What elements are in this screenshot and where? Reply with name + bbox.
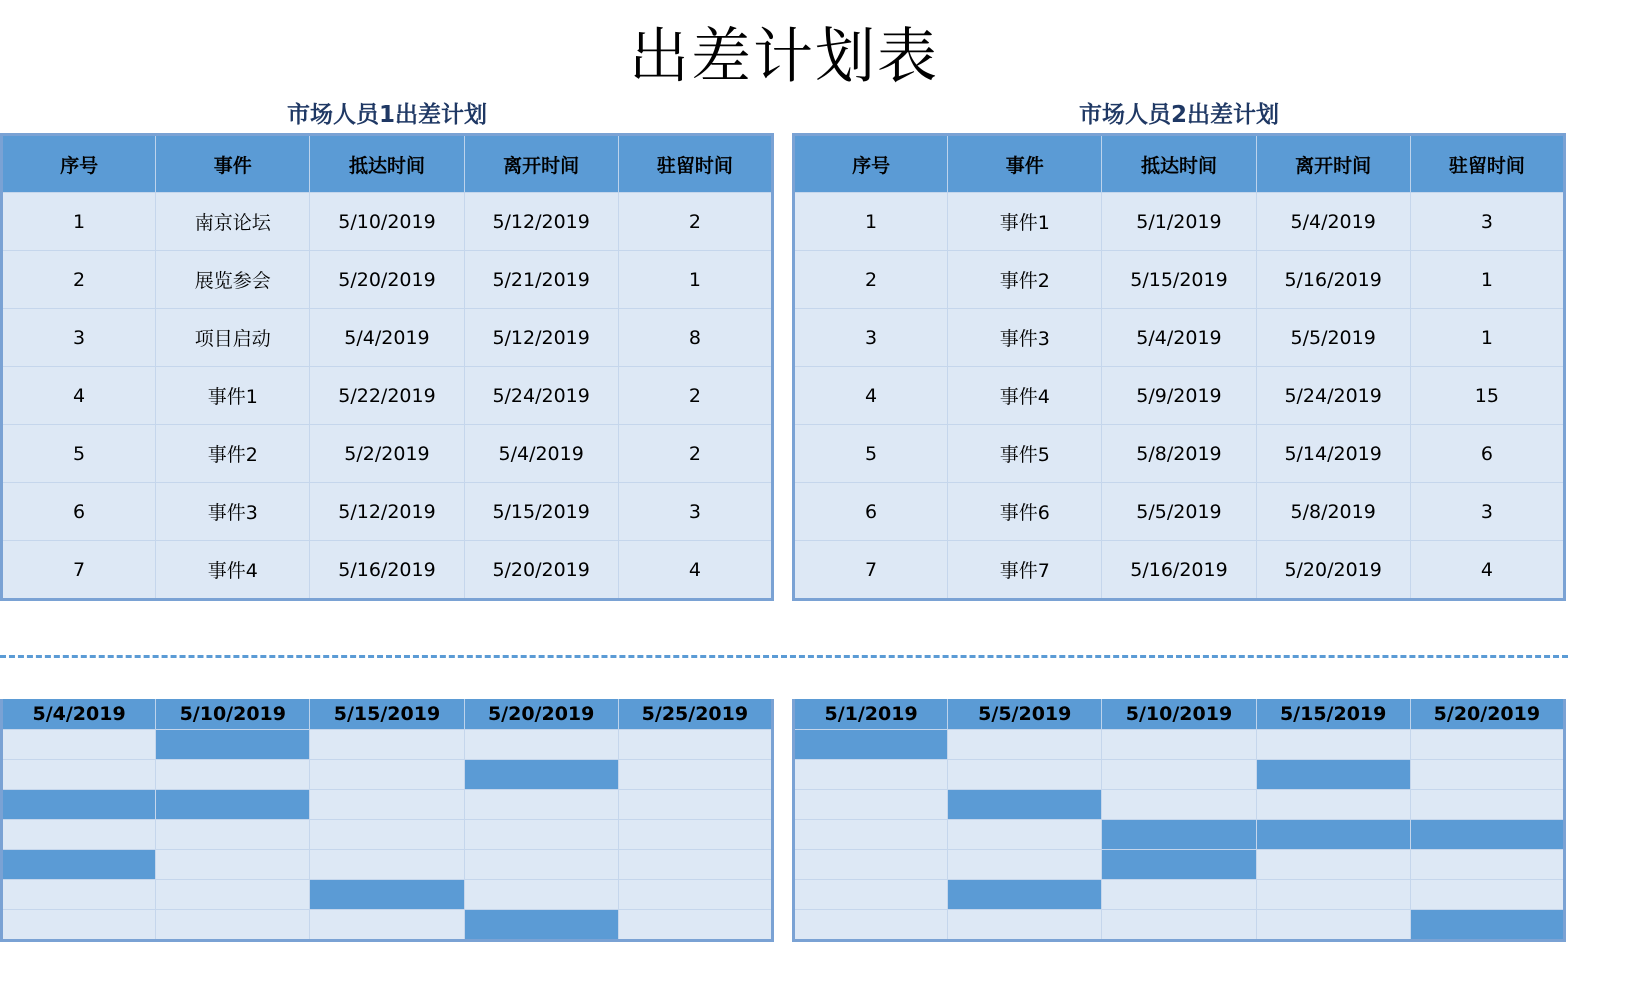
gantt-empty-cell[interactable] [464, 730, 618, 760]
table-cell[interactable]: 5/4/2019 [1102, 309, 1256, 367]
gantt-empty-cell[interactable] [618, 850, 772, 880]
gantt-empty-cell[interactable] [618, 880, 772, 910]
table-cell[interactable]: 6 [794, 483, 948, 541]
table-cell[interactable]: 5/9/2019 [1102, 367, 1256, 425]
table-cell[interactable]: 事件5 [948, 425, 1102, 483]
gantt-empty-cell[interactable] [794, 790, 948, 820]
table-row [2, 541, 773, 600]
dashed-divider [0, 655, 1568, 658]
table-cell[interactable]: 事件7 [948, 541, 1102, 600]
gantt-empty-cell[interactable] [310, 790, 464, 820]
gantt-row [794, 760, 1565, 790]
gantt-bar-cell[interactable] [1410, 910, 1564, 941]
table-row [794, 251, 1565, 309]
table-cell[interactable]: 5 [794, 425, 948, 483]
panel2-table-wrap [792, 133, 1566, 601]
gantt-bar-cell[interactable] [2, 790, 156, 820]
gantt-empty-cell[interactable] [1256, 910, 1410, 941]
gantt-bar-cell[interactable] [1410, 820, 1564, 850]
gantt-bar-cell[interactable] [310, 880, 464, 910]
gantt-grid [0, 699, 774, 942]
table-cell[interactable]: 事件3 [156, 483, 310, 541]
table-cell[interactable]: 事件3 [948, 309, 1102, 367]
gantt-empty-cell[interactable] [1410, 880, 1564, 910]
table-cell[interactable]: 1 [2, 193, 156, 251]
panel2-gantt-wrap [792, 699, 1566, 942]
table-cell[interactable]: 4 [2, 367, 156, 425]
table-cell[interactable]: 5/5/2019 [1102, 483, 1256, 541]
gantt-bar-cell[interactable] [1256, 820, 1410, 850]
table-row [794, 193, 1565, 251]
table-cell[interactable]: 15 [1410, 367, 1564, 425]
table-row [2, 367, 773, 425]
table-cell[interactable]: 2 [618, 193, 772, 251]
gantt-empty-cell[interactable] [1256, 850, 1410, 880]
gantt-empty-cell[interactable] [794, 910, 948, 941]
table-cell[interactable]: 1 [1410, 251, 1564, 309]
table-cell[interactable]: 5/4/2019 [464, 425, 618, 483]
gantt-empty-cell[interactable] [1410, 790, 1564, 820]
table-cell[interactable]: 4 [794, 367, 948, 425]
table-row [794, 425, 1565, 483]
gantt-bar-cell[interactable] [794, 730, 948, 760]
gantt-row [2, 850, 773, 880]
table-cell[interactable]: 4 [618, 541, 772, 600]
column-header: 抵达时间 [310, 135, 464, 193]
table-cell[interactable]: 事件2 [948, 251, 1102, 309]
table-cell[interactable]: 1 [618, 251, 772, 309]
gantt-empty-cell[interactable] [1256, 880, 1410, 910]
gantt-empty-cell[interactable] [156, 850, 310, 880]
gantt-row [2, 880, 773, 910]
gantt-empty-cell[interactable] [464, 880, 618, 910]
gantt-empty-cell[interactable] [618, 820, 772, 850]
gantt-empty-cell[interactable] [618, 730, 772, 760]
trip-table [0, 133, 774, 601]
table-cell[interactable]: 3 [1410, 483, 1564, 541]
gantt-date-row [2, 699, 773, 730]
table-row [794, 367, 1565, 425]
gantt-empty-cell[interactable] [464, 820, 618, 850]
table-cell[interactable]: 5/12/2019 [310, 483, 464, 541]
gantt-empty-cell[interactable] [310, 730, 464, 760]
gantt-empty-cell[interactable] [1256, 790, 1410, 820]
panel2-subtitle: 市场人员2出差计划 [1078, 102, 1279, 128]
gantt-row [794, 730, 1565, 760]
table-cell[interactable]: 项目启动 [156, 309, 310, 367]
gantt-empty-cell[interactable] [2, 730, 156, 760]
gantt-empty-cell[interactable] [1102, 790, 1256, 820]
gantt-row [2, 760, 773, 790]
gantt-empty-cell[interactable] [2, 760, 156, 790]
table-cell[interactable]: 5/15/2019 [464, 483, 618, 541]
gantt-bar-cell[interactable] [948, 880, 1102, 910]
table-header-row [794, 135, 1565, 193]
table-cell[interactable]: 5/16/2019 [310, 541, 464, 600]
gantt-bar-cell[interactable] [2, 850, 156, 880]
gantt-date-header: 5/5/2019 [948, 699, 1102, 730]
gantt-empty-cell[interactable] [948, 760, 1102, 790]
gantt-bar-cell[interactable] [1102, 820, 1256, 850]
gantt-empty-cell[interactable] [948, 850, 1102, 880]
table-cell[interactable]: 5/14/2019 [1256, 425, 1410, 483]
gantt-date-header: 5/25/2019 [618, 699, 772, 730]
table-cell[interactable]: 3 [794, 309, 948, 367]
table-cell[interactable]: 5/12/2019 [464, 193, 618, 251]
gantt-empty-cell[interactable] [156, 820, 310, 850]
table-cell[interactable]: 5/1/2019 [1102, 193, 1256, 251]
gantt-grid [792, 699, 1566, 942]
page-title: 出差计划表 [629, 22, 939, 92]
table-cell[interactable]: 4 [1410, 541, 1564, 600]
table-row [2, 483, 773, 541]
table-cell[interactable]: 5/12/2019 [464, 309, 618, 367]
column-header: 序号 [2, 135, 156, 193]
gantt-row [2, 790, 773, 820]
table-cell[interactable]: 5/21/2019 [464, 251, 618, 309]
table-cell[interactable]: 8 [618, 309, 772, 367]
gantt-row [794, 820, 1565, 850]
table-cell[interactable]: 5/24/2019 [1256, 367, 1410, 425]
gantt-date-row [794, 699, 1565, 730]
gantt-empty-cell[interactable] [618, 910, 772, 941]
table-row [2, 425, 773, 483]
table-row [2, 251, 773, 309]
gantt-row [2, 730, 773, 760]
column-header: 序号 [794, 135, 948, 193]
table-cell[interactable]: 5/16/2019 [1256, 251, 1410, 309]
gantt-empty-cell[interactable] [1256, 730, 1410, 760]
gantt-empty-cell[interactable] [1410, 730, 1564, 760]
gantt-empty-cell[interactable] [794, 880, 948, 910]
table-cell[interactable]: 5/15/2019 [1102, 251, 1256, 309]
table-cell[interactable]: 5/16/2019 [1102, 541, 1256, 600]
gantt-row [794, 850, 1565, 880]
table-cell[interactable]: 5/10/2019 [310, 193, 464, 251]
column-header: 驻留时间 [1410, 135, 1564, 193]
table-cell[interactable]: 1 [1410, 309, 1564, 367]
column-header: 事件 [156, 135, 310, 193]
table-cell[interactable]: 7 [794, 541, 948, 600]
gantt-empty-cell[interactable] [618, 760, 772, 790]
table-cell[interactable]: 5/4/2019 [1256, 193, 1410, 251]
gantt-bar-cell[interactable] [1256, 760, 1410, 790]
gantt-bar-cell[interactable] [464, 760, 618, 790]
gantt-date-header: 5/15/2019 [1256, 699, 1410, 730]
table-cell[interactable]: 5/24/2019 [464, 367, 618, 425]
gantt-row [794, 880, 1565, 910]
gantt-empty-cell[interactable] [948, 820, 1102, 850]
gantt-row [2, 910, 773, 941]
table-cell[interactable]: 7 [2, 541, 156, 600]
table-cell[interactable]: 5/4/2019 [310, 309, 464, 367]
gantt-row [2, 820, 773, 850]
table-cell[interactable]: 5/20/2019 [310, 251, 464, 309]
table-cell[interactable]: 南京论坛 [156, 193, 310, 251]
gantt-empty-cell[interactable] [464, 850, 618, 880]
table-cell[interactable]: 事件4 [156, 541, 310, 600]
table-cell[interactable]: 2 [2, 251, 156, 309]
gantt-empty-cell[interactable] [310, 910, 464, 941]
table-row [794, 309, 1565, 367]
column-header: 抵达时间 [1102, 135, 1256, 193]
column-header: 事件 [948, 135, 1102, 193]
gantt-date-header: 5/1/2019 [794, 699, 948, 730]
gantt-empty-cell[interactable] [948, 730, 1102, 760]
table-cell[interactable]: 5/22/2019 [310, 367, 464, 425]
gantt-empty-cell[interactable] [156, 880, 310, 910]
panel1-gantt-wrap [0, 699, 774, 942]
table-cell[interactable]: 5/5/2019 [1256, 309, 1410, 367]
gantt-empty-cell[interactable] [2, 910, 156, 941]
table-cell[interactable]: 6 [2, 483, 156, 541]
gantt-row [794, 790, 1565, 820]
gantt-empty-cell[interactable] [1410, 850, 1564, 880]
gantt-empty-cell[interactable] [2, 880, 156, 910]
table-cell[interactable]: 3 [2, 309, 156, 367]
gantt-empty-cell[interactable] [310, 760, 464, 790]
gantt-bar-cell[interactable] [948, 790, 1102, 820]
gantt-empty-cell[interactable] [156, 760, 310, 790]
table-cell[interactable]: 6 [1410, 425, 1564, 483]
gantt-bar-cell[interactable] [1102, 850, 1256, 880]
gantt-date-header: 5/4/2019 [2, 699, 156, 730]
gantt-empty-cell[interactable] [1102, 760, 1256, 790]
gantt-empty-cell[interactable] [156, 910, 310, 941]
table-cell[interactable]: 展览参会 [156, 251, 310, 309]
table-cell[interactable]: 5/8/2019 [1256, 483, 1410, 541]
gantt-empty-cell[interactable] [794, 760, 948, 790]
column-header: 驻留时间 [618, 135, 772, 193]
gantt-empty-cell[interactable] [1102, 910, 1256, 941]
gantt-empty-cell[interactable] [794, 850, 948, 880]
gantt-date-header: 5/10/2019 [156, 699, 310, 730]
table-row [794, 483, 1565, 541]
panel1-table-wrap [0, 133, 774, 601]
gantt-empty-cell[interactable] [464, 790, 618, 820]
gantt-empty-cell[interactable] [794, 820, 948, 850]
gantt-empty-cell[interactable] [618, 790, 772, 820]
gantt-bar-cell[interactable] [464, 910, 618, 941]
table-cell[interactable]: 5 [2, 425, 156, 483]
column-header: 离开时间 [1256, 135, 1410, 193]
table-cell[interactable]: 2 [618, 367, 772, 425]
gantt-empty-cell[interactable] [2, 820, 156, 850]
column-header: 离开时间 [464, 135, 618, 193]
table-cell[interactable]: 事件4 [948, 367, 1102, 425]
table-row [2, 193, 773, 251]
table-cell[interactable]: 事件2 [156, 425, 310, 483]
table-cell[interactable]: 5/20/2019 [464, 541, 618, 600]
gantt-date-header: 5/10/2019 [1102, 699, 1256, 730]
gantt-date-header: 5/20/2019 [464, 699, 618, 730]
gantt-row [794, 910, 1565, 941]
table-row [2, 309, 773, 367]
table-cell[interactable]: 2 [618, 425, 772, 483]
gantt-date-header: 5/20/2019 [1410, 699, 1564, 730]
panel1-subtitle: 市场人员1出差计划 [286, 102, 487, 128]
table-header-row [2, 135, 773, 193]
table-cell[interactable]: 2 [794, 251, 948, 309]
gantt-empty-cell[interactable] [1410, 760, 1564, 790]
gantt-date-header: 5/15/2019 [310, 699, 464, 730]
table-cell[interactable]: 3 [1410, 193, 1564, 251]
table-cell[interactable]: 事件1 [156, 367, 310, 425]
table-cell[interactable]: 5/8/2019 [1102, 425, 1256, 483]
gantt-empty-cell[interactable] [310, 820, 464, 850]
gantt-empty-cell[interactable] [948, 910, 1102, 941]
table-cell[interactable]: 1 [794, 193, 948, 251]
gantt-bar-cell[interactable] [156, 730, 310, 760]
table-row [794, 541, 1565, 600]
table-cell[interactable]: 事件1 [948, 193, 1102, 251]
gantt-empty-cell[interactable] [1102, 730, 1256, 760]
table-cell[interactable]: 5/2/2019 [310, 425, 464, 483]
table-cell[interactable]: 事件6 [948, 483, 1102, 541]
gantt-bar-cell[interactable] [156, 790, 310, 820]
trip-table [792, 133, 1566, 601]
gantt-empty-cell[interactable] [1102, 880, 1256, 910]
table-cell[interactable]: 5/20/2019 [1256, 541, 1410, 600]
gantt-empty-cell[interactable] [310, 850, 464, 880]
table-cell[interactable]: 3 [618, 483, 772, 541]
